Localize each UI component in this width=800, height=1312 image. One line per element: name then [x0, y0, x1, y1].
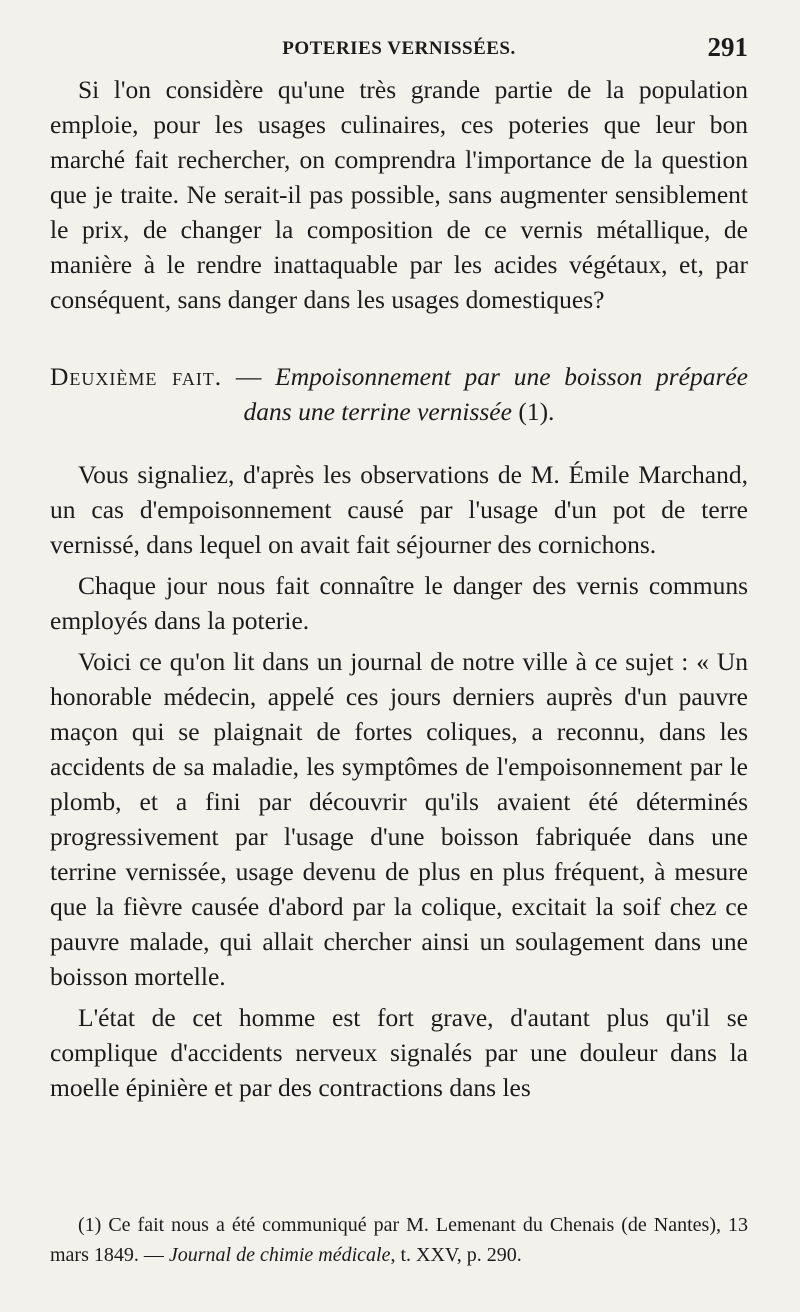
footnote-reference: (1).: [511, 397, 555, 426]
paragraph: Vous signaliez, d'après les observations de M. Émile Marchand, un cas d'empoisonnement causé par l'usage d'un pot de terre vernissé, dans lequel on avait fait séjourner des cornichons.: [50, 460, 748, 559]
section-label: Deuxième fait.: [50, 362, 223, 391]
section-dash: —: [222, 362, 276, 391]
page-header: [50, 28, 748, 72]
footnote-marker: (1): [78, 1214, 102, 1236]
footnote-text: Ce fait nous a été communiqué par M. Lemenant du Chenais (de Nantes), 13 mars 1849. —: [50, 1214, 748, 1266]
page-number: 291: [707, 32, 748, 62]
main-text: [50, 72, 748, 1105]
running-title: POTERIES VERNISSÉES.: [282, 38, 516, 59]
footnote: [50, 1210, 748, 1270]
section-title-part2: dans une terrine vernissée: [243, 397, 512, 426]
section-heading-line1: [50, 359, 748, 394]
section-heading-line2: [50, 394, 748, 429]
paragraph: Voici ce qu'on lit dans un journal de notre ville à ce sujet : « Un honorable médecin, appelé ces jours derniers auprès d'un pauvre maçon qui se plaignait de fortes coliques, a reconnu, dans les accidents de sa maladie, les symptômes de l'empoisonnement par le plomb, et a fini par découvrir qu'ils avaient été déterminés progressivement par l'usage d'une boisson fabriquée dans une terrine vernissée, usage devenu de plus en plus fréquent, à mesure que la fièvre causée d'abord par la colique, excitait la soif chez ce pauvre malade, qui allait chercher ainsi un soulagement dans une boisson mortelle.: [50, 647, 748, 991]
section-heading: [50, 359, 748, 429]
paragraph: Chaque jour nous fait connaître le danger des vernis communs employés dans la poterie.: [50, 571, 748, 635]
footnote-journal: Journal de chimie médicale: [168, 1244, 391, 1266]
intro-paragraph: Si l'on considère qu'une très grande partie de la population emploie, pour les usages culinaires, ces poteries que leur bon marché fait rechercher, on comprendra l'importance de la question que je traite. Ne serait-il pas possible, sans augmenter sensiblement le prix, de changer la composition de ce vernis métallique, de manière à le rendre inattaquable par les acides végétaux, et, par conséquent, sans danger dans les usages domestiques?: [50, 75, 748, 314]
footnote-citation: , t. XXV, p. 290.: [390, 1244, 522, 1266]
section-title-part1: Empoisonnement par une boisson préparée: [275, 362, 748, 391]
paragraph: L'état de cet homme est fort grave, d'autant plus qu'il se complique d'accidents nerveux signalés par une douleur dans la moelle épinière et par des contractions dans les: [50, 1003, 748, 1102]
